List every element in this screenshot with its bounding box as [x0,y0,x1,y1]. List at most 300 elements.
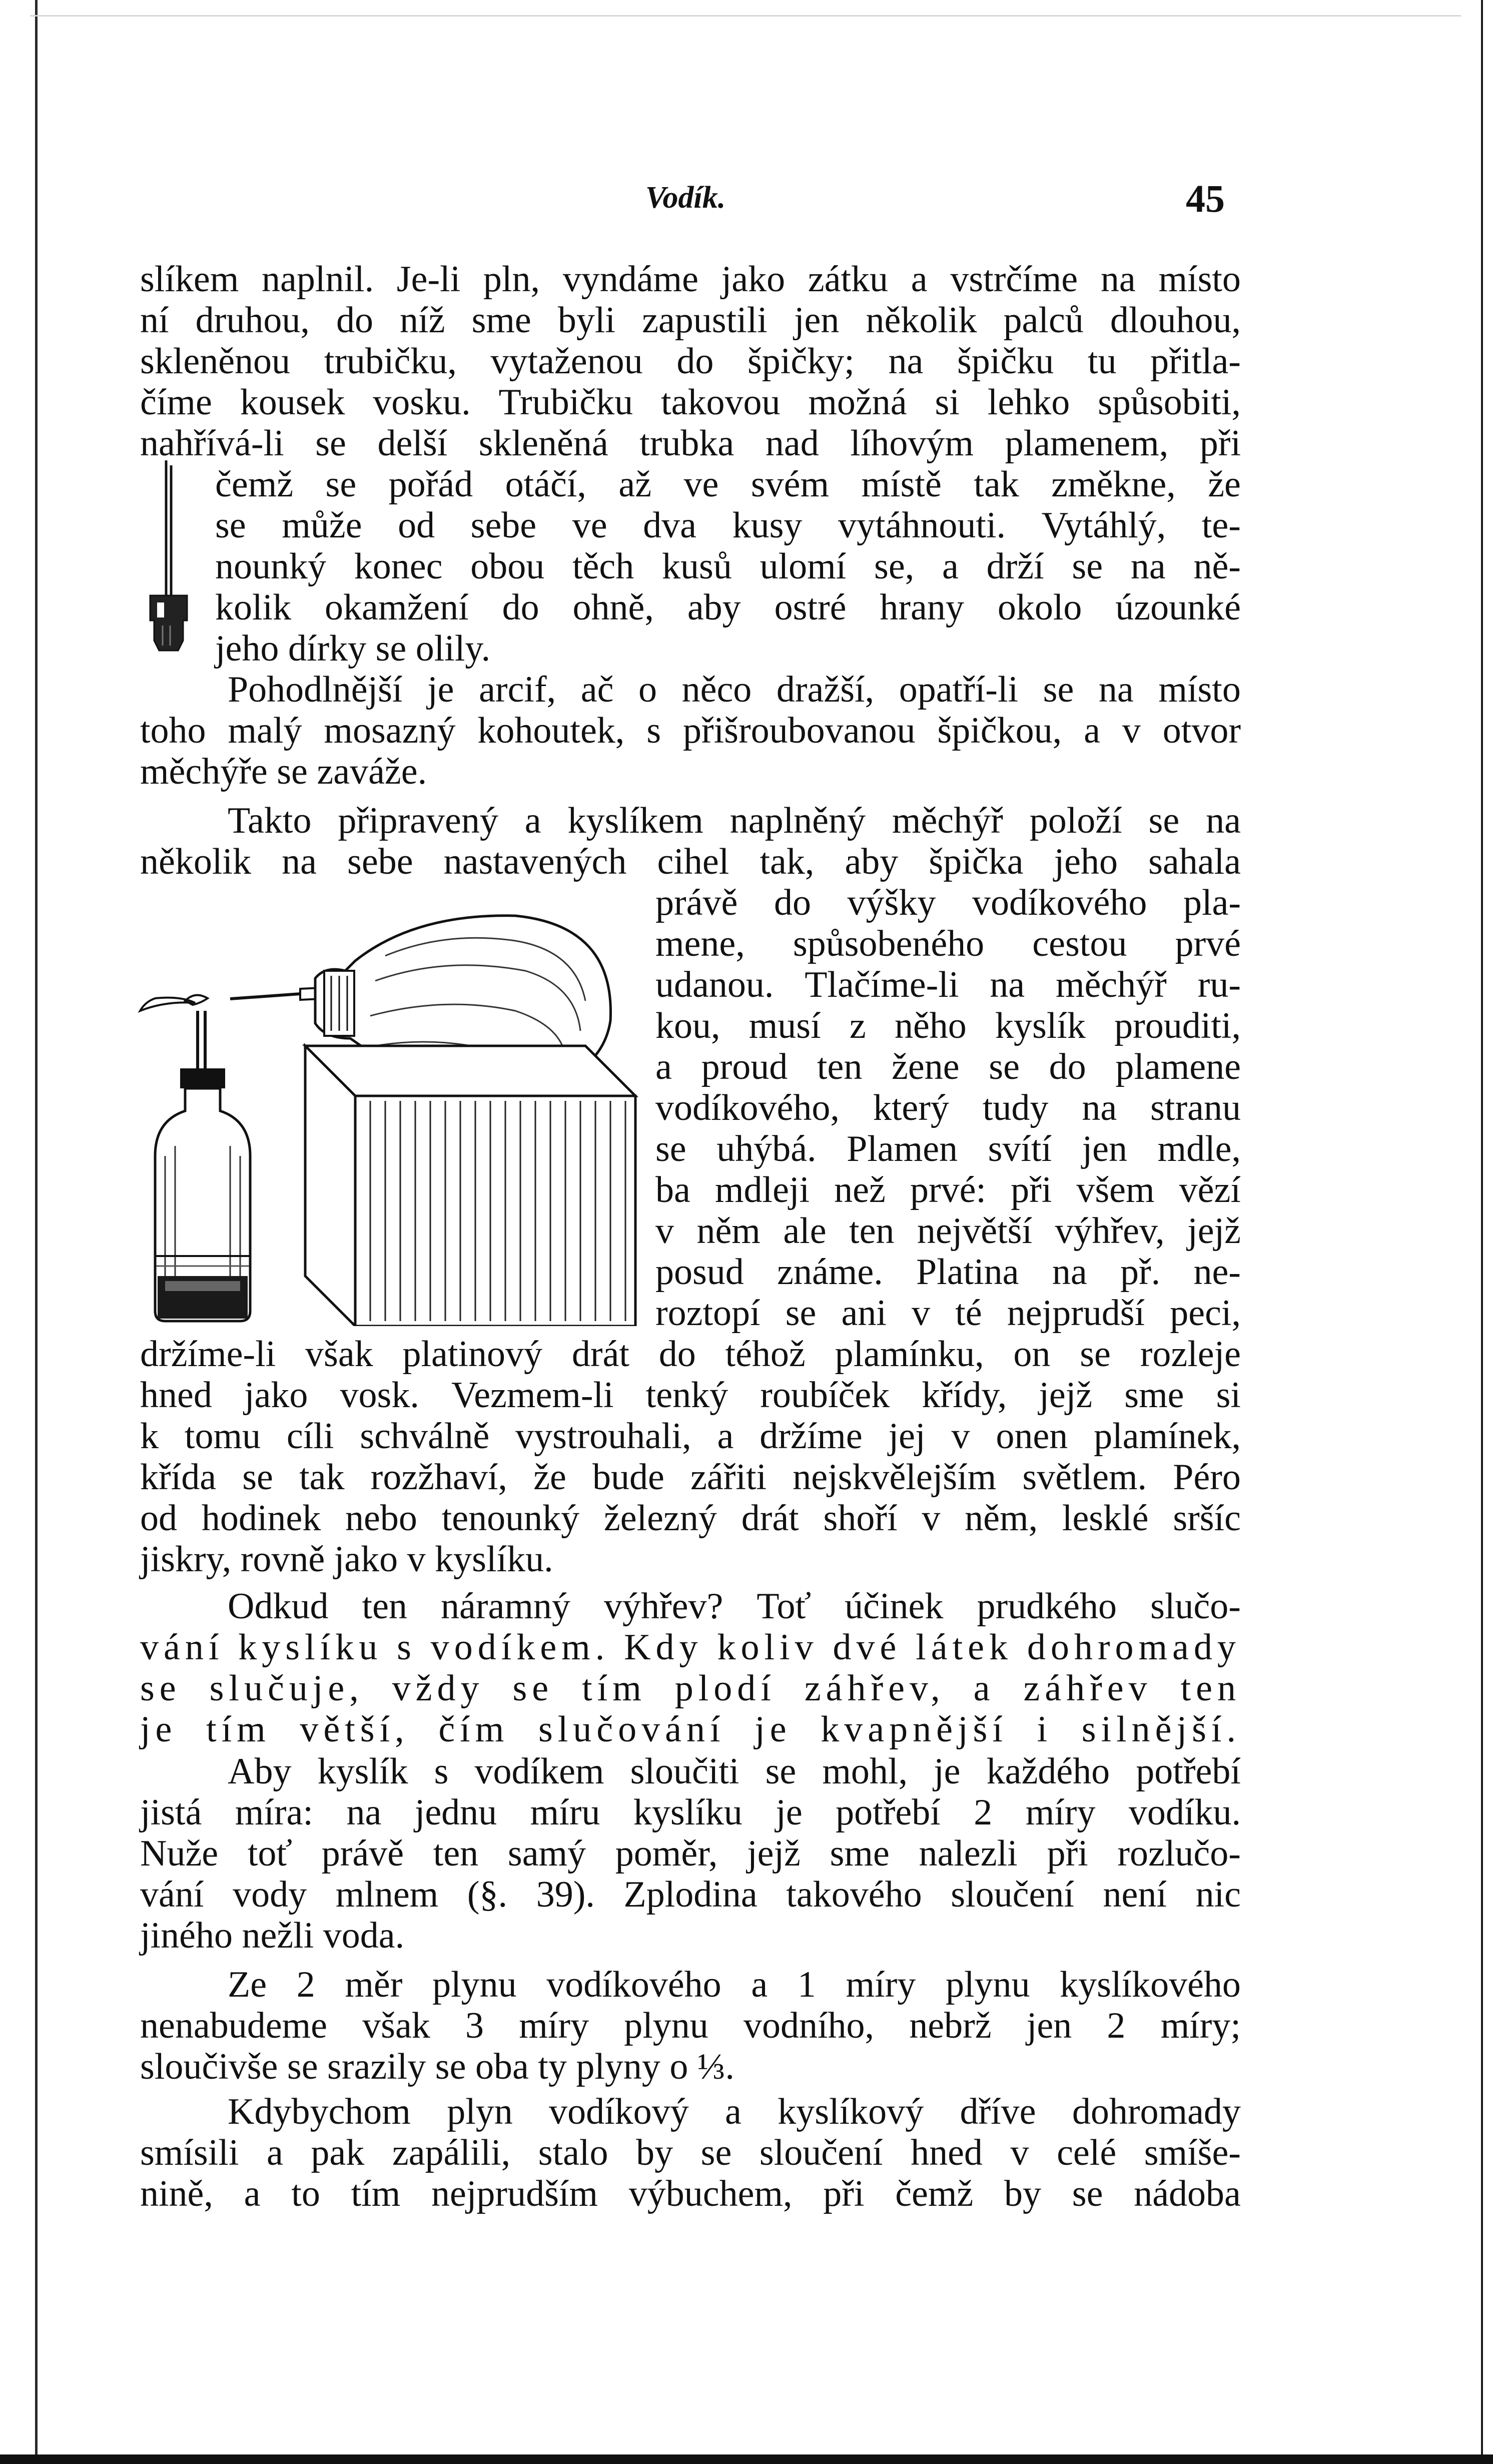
word: připravený [338,800,498,841]
word: 3 [465,2005,484,2046]
word: ten [817,1046,863,1087]
word: on [1013,1334,1051,1375]
word: toho [140,710,206,751]
word: cestou [1032,923,1127,964]
word: vodíku. [1128,1792,1241,1833]
word: nádoba [1134,2173,1241,2214]
word: je [934,1751,961,1792]
text-line [140,1457,1241,1497]
word: a [244,2173,261,2214]
word: dříve [960,2091,1036,2132]
text-line [140,1375,1241,1415]
word: zapustili [642,300,768,341]
word: musí [749,1005,821,1046]
word: při [1011,1169,1052,1210]
text-line [140,1709,1241,1749]
word: sahala [1148,841,1241,882]
word: přitla- [1150,341,1241,382]
word: plynu [432,1964,517,2005]
word: ač [580,669,614,710]
word: Takto [228,800,312,841]
word: svém [751,464,830,505]
word: stranu [1150,1087,1241,1128]
word: koliv [717,1627,819,1668]
word: změkne, [1051,464,1176,505]
word: nastavených [443,841,627,882]
word: ten [1180,1668,1241,1709]
word: se [1072,2173,1103,2214]
word: kyslíku [633,1792,742,1833]
word: i [1037,1709,1053,1750]
word: hrany [880,587,964,628]
word: přišroubovanou [682,710,916,751]
word: (§. [467,1874,508,1915]
word: dlouhou, [1110,300,1241,341]
word: špičku [957,341,1054,382]
word: Plamen [847,1128,958,1169]
word: platinový [402,1334,543,1375]
word: mdle, [1157,1128,1241,1169]
word: takového [786,1874,922,1915]
text-line: jiskry, rovně jako v kyslíku. [140,1539,553,1580]
word: ba [655,1169,690,1210]
word: by [1004,2173,1042,2214]
word: konec [354,546,443,587]
word: něho [894,1005,967,1046]
text-line [140,2174,1241,2214]
word: čemž [895,2173,974,2214]
text-line [655,924,1241,964]
word: tak, [760,841,815,882]
text-line [140,1792,1241,1832]
word: do [502,587,539,628]
text-line [655,883,1241,923]
word: míra: [235,1792,313,1833]
word: a [655,1046,672,1087]
text-line [140,2133,1241,2173]
word: se [1148,800,1180,841]
word: výhřev, [1055,1210,1165,1252]
word: Je-li [396,259,461,300]
word: tím [582,1668,646,1709]
word: ulomí [760,546,847,587]
page-number: 45 [1186,177,1225,220]
text-line: jiného nežli voda. [140,1915,405,1956]
word: prouditi, [1114,1005,1241,1046]
word: Kdy [624,1627,703,1668]
word: držíme [760,1416,863,1457]
word: jen [1082,1128,1127,1169]
word: arcif, [479,669,556,710]
word: palců [1003,300,1084,341]
word: vyndáme [562,259,698,300]
word: zapálili, [392,2132,511,2173]
text-line [140,1416,1241,1456]
word: nebo [345,1498,417,1539]
word: schválně [360,1416,490,1457]
word: drží [986,546,1044,587]
word: v [655,1210,674,1252]
word: nad [765,423,819,464]
word: nině, [140,2173,213,2214]
word: do [676,341,714,382]
text-line [140,341,1241,381]
text-line [215,505,1241,545]
word: je [755,1709,792,1750]
word: tak [974,464,1019,505]
word: naplnil. [262,259,374,300]
word: se [215,505,246,546]
word: prudkého [977,1586,1117,1627]
word: Odkud [228,1586,329,1627]
word: ohně, [572,587,654,628]
word: te- [1201,505,1241,546]
word: delší [377,423,448,464]
word: kou, [655,1005,720,1046]
page-top-edge [30,15,1461,17]
word: pln, [483,259,540,300]
word: sebe [470,505,537,546]
word: ní [140,300,169,341]
word: na [1100,259,1136,300]
word: rozlučo- [1117,1833,1241,1874]
word: proud [701,1046,788,1087]
word: na [888,341,924,382]
word: toť [247,1833,293,1874]
word: otáčí, [505,464,586,505]
word: na [1206,800,1241,841]
word: dohromady [1027,1627,1241,1668]
word: do [336,300,373,341]
word: 2 [974,1792,993,1833]
word: mohl, [822,1751,908,1792]
word: držíme-li [140,1334,276,1375]
word: špička [929,841,1024,882]
word: ne- [1193,1252,1241,1293]
word: jejž [747,1833,801,1874]
oxyhydrogen-apparatus-figure [135,896,640,1326]
word: potřebí [836,1792,941,1833]
word: záhřev [1023,1668,1152,1709]
word: výbuchem, [628,2173,793,2214]
word: ostré [774,587,847,628]
word: se [1043,669,1074,710]
word: na [990,964,1025,1005]
word: hned [911,2132,983,2173]
word: vodíkového [546,1964,721,2005]
word: kyslíkem [567,800,703,841]
word: z [849,1005,866,1046]
word: vosk. [340,1375,419,1416]
word: dohromady [1072,2091,1241,2132]
word: sloučení [951,1874,1074,1915]
word: trubka [639,423,734,464]
text-line [655,965,1241,1005]
word: silnější. [1081,1709,1241,1750]
word: každého [986,1751,1110,1792]
word: pla- [1183,882,1241,923]
word: nejskvělejším [793,1457,997,1498]
word: vodního, [743,2005,875,2046]
word: je [140,1709,177,1750]
word: plynu [624,2005,708,2046]
word: na [1098,669,1134,710]
text-line [655,1047,1241,1087]
word: ale [783,1210,827,1252]
word: ve [683,464,719,505]
word: plamínek, [1094,1416,1241,1457]
word: Toť [757,1586,812,1627]
word: čím [438,1709,509,1750]
word: něm, [965,1498,1038,1539]
word: tím [206,1709,271,1750]
word: jako [244,1375,308,1416]
word: Trubičku [498,382,633,423]
word: lesklé [1062,1498,1149,1539]
word: jen [794,300,840,341]
word: a [973,1668,995,1709]
word: mosazný [324,710,456,751]
word: Tlačíme-li [805,964,959,1005]
word: ani [841,1293,887,1334]
text-line [655,1252,1241,1292]
word: a [524,800,541,841]
word: měr [345,1964,403,2005]
word: vystrouhali, [515,1416,691,1457]
word: rozžhaví, [370,1457,507,1498]
word: vězí [1179,1169,1241,1210]
word: a [725,2091,741,2132]
word: tenounký [441,1498,580,1539]
word: a [751,1964,768,2005]
word: všem [1076,1169,1155,1210]
word: kyslík [317,1751,408,1792]
text-line [140,300,1241,340]
word: vání [140,1874,204,1915]
word: shoří [823,1498,898,1539]
word: je [427,669,454,710]
word: měchýř [1055,964,1167,1005]
word: míru [530,1792,600,1833]
word: ten [433,1833,479,1874]
word: se, [874,546,915,587]
page-left-edge [35,0,38,2464]
word: Vytáhlý, [1041,505,1166,546]
word: v [1122,710,1141,751]
text-line [140,1498,1241,1538]
word: železný [603,1498,717,1539]
word: slučo- [1150,1586,1241,1627]
word: plamene [1115,1046,1241,1087]
word: celé [1057,2132,1117,2173]
word: okolo [997,587,1082,628]
word: o [638,669,657,710]
word: čemž [215,464,294,505]
word: Péro [1173,1457,1241,1498]
word: 1 [797,1964,816,2005]
word: se [512,1668,554,1709]
word: je [776,1792,803,1833]
word: křídy, [922,1375,1007,1416]
word: 2 [296,1964,315,2005]
word: hned [140,1375,212,1416]
text-line [140,1627,1241,1667]
word: není [1103,1874,1167,1915]
word: při [823,2173,865,2214]
word: možná [808,382,907,423]
word: účinek [845,1586,944,1627]
word: jako [721,259,786,300]
word: výšky [847,882,936,923]
word: těch [572,546,634,587]
word: rozleje [1140,1334,1241,1375]
text-line [228,1751,1241,1791]
word: zátku [808,259,889,300]
word: druhou, [195,300,310,341]
word: prvé [1175,923,1241,964]
word: si [935,382,960,423]
text-line: jeho dírky se olily. [215,628,491,669]
word: kohoutek, [477,710,625,751]
word: pořád [388,464,473,505]
word: drát [571,1334,629,1375]
word: nounký [215,546,326,587]
word: vosku. [373,382,471,423]
word: míry [519,2005,589,2046]
word: se [242,1457,273,1498]
word: plamenem, [1005,423,1169,464]
word: sme [1124,1375,1184,1416]
word: se [989,1046,1020,1087]
word: nejprudší [1007,1293,1145,1334]
word: vodíkový [549,2091,689,2132]
word: výhřev? [604,1586,723,1627]
word: že [1208,464,1241,505]
word: špičky; [748,341,855,382]
word: známe. [777,1252,883,1293]
word: vody [233,1874,307,1915]
word: úzounké [1115,587,1241,628]
text-line [228,1965,1241,2005]
word: kusy [732,505,803,546]
word: uhýbá. [716,1128,817,1169]
word: od [398,505,435,546]
text-line [228,801,1241,841]
word: plyn [447,2091,513,2132]
word: několik [866,300,977,341]
word: hodinek [201,1498,321,1539]
word: s [434,1751,449,1792]
word: bude [592,1457,664,1498]
running-header-title: Vodík. [645,181,726,215]
word: zářiti [690,1457,767,1498]
word: lehko [987,382,1070,423]
word: jeho [1054,841,1118,882]
word: ten [849,1210,895,1252]
word: by [636,2132,673,2173]
word: sršíc [1173,1498,1241,1539]
word: aby [845,841,899,882]
text-line [655,1006,1241,1046]
word: jednu [414,1792,497,1833]
word: vstrčíme [950,259,1078,300]
word: udanou. [655,964,774,1005]
word: míry [846,1964,916,2005]
text-line [215,587,1241,628]
text-line [140,382,1241,422]
word: jejž [1039,1375,1093,1416]
word: ru- [1197,964,1241,1005]
word: několik [140,841,251,882]
text-line [655,1088,1241,1128]
word: ně- [1193,546,1241,587]
word: mdleji [714,1169,810,1210]
word: Platina [916,1252,1019,1293]
word: se [1072,546,1103,587]
word: jej [888,1416,926,1457]
word: až [618,464,652,505]
word: jen [1026,2005,1072,2046]
word: Pohodlnější [228,669,403,710]
word: svítí [988,1128,1052,1169]
word: míry [1025,1792,1096,1833]
word: té [955,1293,982,1334]
word: na [282,841,317,882]
brick-stack [305,1046,635,1326]
word: se [325,464,357,505]
text-line: měchýře se zaváže. [140,751,427,792]
word: roubíček [760,1375,890,1416]
word: s [646,710,661,751]
word: od [140,1498,177,1539]
word: sme [830,1833,890,1874]
word: okamžení [325,587,469,628]
word: místo [1158,259,1241,300]
word: prvé: [910,1169,986,1210]
word: poměr, [615,1833,718,1874]
word: mene, [655,923,745,964]
word: něco [681,669,752,710]
word: však [305,1334,373,1375]
text-line [655,1293,1241,1333]
word: právě [655,882,738,923]
word: větší, [300,1709,409,1750]
word: roztopí [655,1293,761,1334]
text-line [140,2006,1241,2046]
word: aby [687,587,741,628]
word: potřebí [1136,1751,1241,1792]
word: světlem. [1022,1457,1147,1498]
word: míry; [1160,2005,1241,2046]
word: kvapnější [821,1709,1008,1750]
word: nejprudším [431,2173,598,2214]
word: Kdybychom [228,2091,411,2132]
word: cíli [286,1416,334,1457]
text-line [140,1833,1241,1874]
word: kyslík [995,1005,1086,1046]
word: ten [362,1586,407,1627]
word: a [266,2132,283,2173]
word: záhřev, [804,1668,945,1709]
word: se [1080,1334,1111,1375]
text-line [228,670,1241,710]
word: se [140,1668,181,1709]
word: tudy [982,1087,1049,1128]
word: Zplodina [623,1874,758,1915]
word: drát [741,1498,799,1539]
flame-jet [140,988,320,1011]
word: vodíkového [972,882,1147,923]
